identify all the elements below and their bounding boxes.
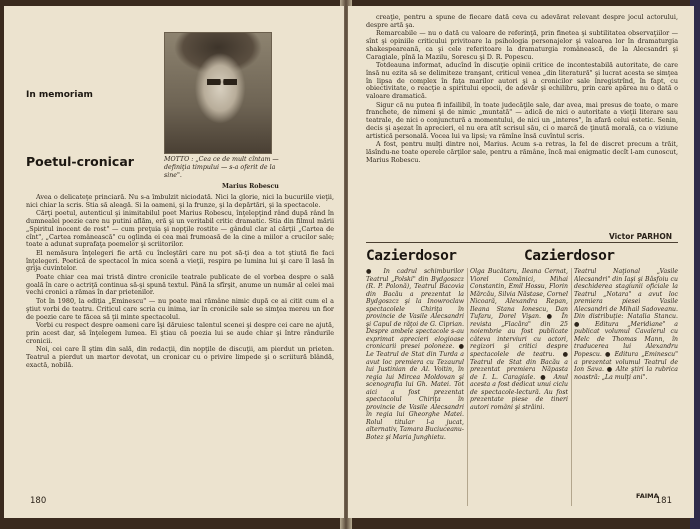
article-title: Poetul-cronicar bbox=[26, 154, 134, 169]
portrait-face bbox=[207, 79, 237, 85]
paragraph: Noi, cei care îl ştim din sală, din redacţii, din nopţile de discuţii, am pierdut un prieten. Teatrul a pierdut un martor devotat, un cronicar cu o privire limpede şi o scriitură blândă, exactă, nobilă. bbox=[26, 345, 334, 369]
left-page bbox=[4, 6, 344, 518]
news-column: ● În cadrul schimburilor Teatrul „Polski" din Bydgoszcz (R. P. Polonă), Teatrul Bacovia din Bacău a prezentat la Bydgoszcz şi la Inowroclaw spectacolele Chiriţa în provincie de Vasile Alecsandri şi Capul de răţoi de G. Ciprian. Despre ambele spectacole s-au exprimat aprecieri elogioase cronicarii presei poloneze. ● Le Teatrul de Stat din Turda a avut loc premiera cu Tezaurul lui Justinian de Al. Voitin, în regia lui Mircea Moldovan şi scenografia lui Gh. Matei. Tot aici a fost prezentat spectacolul Chiriţa în provincie de Vasile Alecsandri în regia lui Gheorghe Matei. Rolul titular l-a jucat, alternativ, Tamara Buciuceanu-Botez şi Maria Junghietu. bbox=[366, 268, 464, 442]
section-label: In memoriam bbox=[26, 90, 93, 100]
paragraph: Tot în 1980, la ediţia „Eminescu" — nu poate mai rămâne nimic după ce ai citit cum el a ştiut vorbi de teatru. Criticul care scria cu inima, iar în cronicile sale se simţea mereu un fior de poezie care te făcea să ţii minte spectacolul. bbox=[26, 297, 334, 321]
motto-author: Marius Robescu bbox=[222, 183, 279, 190]
column-heading: Cazierdosor bbox=[524, 248, 615, 264]
page-number: 181 bbox=[655, 496, 672, 506]
paragraph: A fost, pentru mulţi dintre noi, Marius. Acum s-a retras, la fel de discret precum a trăit, lăsîndu-ne toate operele cărţilor sale, pentru a rămâne, încă mai enigmatic decît l-am cunoscut, Marius Robescu. bbox=[366, 140, 678, 164]
paragraph: Avea o delicateţe princiară. Nu s-a îmbulzit niciodată. Nici la glorie, nici la bucuriile vieţii, nici chiar la scris. Stia să aleagă. Si la oameni, şi la frunze, şi la depărtări, şi la spectacole. bbox=[26, 194, 334, 209]
paragraph: creaţie, pentru a spune de fiecare dată ceva cu adevărat relevant despre jocul actorului, despre artă şa. bbox=[366, 14, 678, 29]
section-divider bbox=[366, 242, 678, 243]
right-page bbox=[348, 6, 694, 518]
article-body bbox=[26, 194, 334, 494]
news-column: Olga Bucătaru, Ileana Cernat, Viorel Comănici, Mihai Constantin, Emil Hossu, Florin Mărcău, Silvia Năstase, Cornel Nicoară, Alexandra Repan, Ileana Stana Ionescu, Dan Tufaru, Dorel Vişan. ● În revista „Flacăra" din 25 noiembrie au fost publicate câteva interviuri cu actori, regizori şi critici despre spectacolele de teatru. ● Teatrul de Stat din Bacău a prezentat premiera Năpasta de I. L. Caragiale. ● Anul acesta a fost dedicat unui ciclu de spectacole-lectură. Au fost prezentate piese de tineri autori români şi străini. bbox=[470, 268, 568, 411]
paragraph: Vorbi cu respect despre oameni care îşi dăruiesc talentul scenei şi despre cei care ne ajută, prin acest dar, să înţelegem lumea. Ei ştiau că poezia lui se aude chiar şi între rândurile cronicii. bbox=[26, 321, 334, 345]
page-number: 180 bbox=[30, 496, 47, 506]
portrait-photo bbox=[164, 32, 272, 154]
column-divider bbox=[571, 268, 572, 506]
paragraph: Totdeauna informat, aducînd în discuţie opinii critice de incontestabilă autoritate, de care însă nu ezita să se delimiteze tranşant, criticul venea „din literatură" şi lucrat acesta se simţea în lipsa de complex în faţa marilor autori şi a cronicilor sale înregistrînd, în fapt, cu obiectivitate, o reacţie a spiritului epocii, de adevăr şi echilibru, prin care apărea nu o dată o valoare dramatică. bbox=[366, 61, 678, 101]
article-continuation bbox=[366, 14, 678, 229]
paragraph: El nemăsura înţelegeri fie artă cu încleştări care nu pot să-ţi dea a tot ştiută fie faci înţelegeri. Poetică de spectacol în mica scenă a vieţii, respira pe lumina lui şi care îl lasă în grija cuvintelor. bbox=[26, 248, 334, 273]
column-heading: Cazierdosor bbox=[366, 248, 457, 264]
news-column: Teatrul Naţional „Vasile Alecsandri" din Iaşi şi Băsfoiu cu deschiderea stagiunii oficiale la Teatrul „Notara" a avut loc premiera piesei Vasile Alecsandri de Mihail Sadoveanu. Din distribuţie: Natalia Stancu. ● Editura „Meridiane" a publicat volumul Cavalerul cu Melc de Thomas Mann, în traducerea lui Alexandru Popescu. ● Editura „Eminescu" a prezentat volumul Teatrul de Ion Sava. ● Alte ştiri la rubrica noastră: „La mulţi ani". bbox=[574, 268, 678, 381]
column-divider bbox=[467, 268, 468, 506]
motto-quote: MOTTO : „Cea ce de mult cîntam — definiţia timpului — s-a oferit de la sine". bbox=[164, 156, 279, 179]
column-signature: FAIMA bbox=[636, 492, 659, 500]
paragraph: Sigur că nu putea fi infailibil, în toate judecăţile sale, dar avea, mai presus de toate, o mare franchete, de nimeni şi de nimic „muntată" — adică de nici o autoritate a vieţii literare sau teatrale, de nici o conjunctură a momentului, de nici un „interes", în afară celui estetic. Senin, decis şi aşezat în aprecieri, el nu era atît scrisul său, ci o marcă de ţinută morală, ca o viziune artistică personală. Vocea lui va lipsi; va rămîne însă cuvîntul scris. bbox=[366, 100, 678, 140]
paragraph: Remarcabile — nu o dată cu valoare de referinţă, prin finetea şi subtilitatea observaţiilor — sînt şi opiniile criticului privitoare la psihologia personajelor şi valoarea lor în dramaturgia shakespeareană, ca şi cele referitoare la dramaturgia românească, de la Alecsandri şi Caragiale, pînă la Mazilu, Sorescu şi D. R. Popescu. bbox=[366, 29, 678, 61]
article-author: Victor PARHON bbox=[608, 232, 672, 241]
paragraph: Poate chiar cea mai tristă dintre cronicile teatrale publicate de el vorbea despre o sală goală în care o actriţă continua să-şi spună textul. Până la sfîrşit, anume un număr al celei mai vechi cronici a rămas în dar prietenilor. bbox=[26, 273, 334, 297]
paragraph: Cărţi poetul, autenticul şi inimitabilul poet Marius Robescu, înţelepţind rând după rând în dumnealei poezie care nu putini aflăm, eră şi un veritabil critic dramatic. Stia din filmul mării „Spiritul inocent de rost" — cum preţuia şi nopţile rostite — gândul clar al cărţii „Cartea de cînt", „Cartea românească" cu oglinda ei cea mai frumoasă de la cine a miilor a crucilor sale; toate a adunat suprafaţa poemelor şi scriitorilor. bbox=[26, 209, 334, 249]
